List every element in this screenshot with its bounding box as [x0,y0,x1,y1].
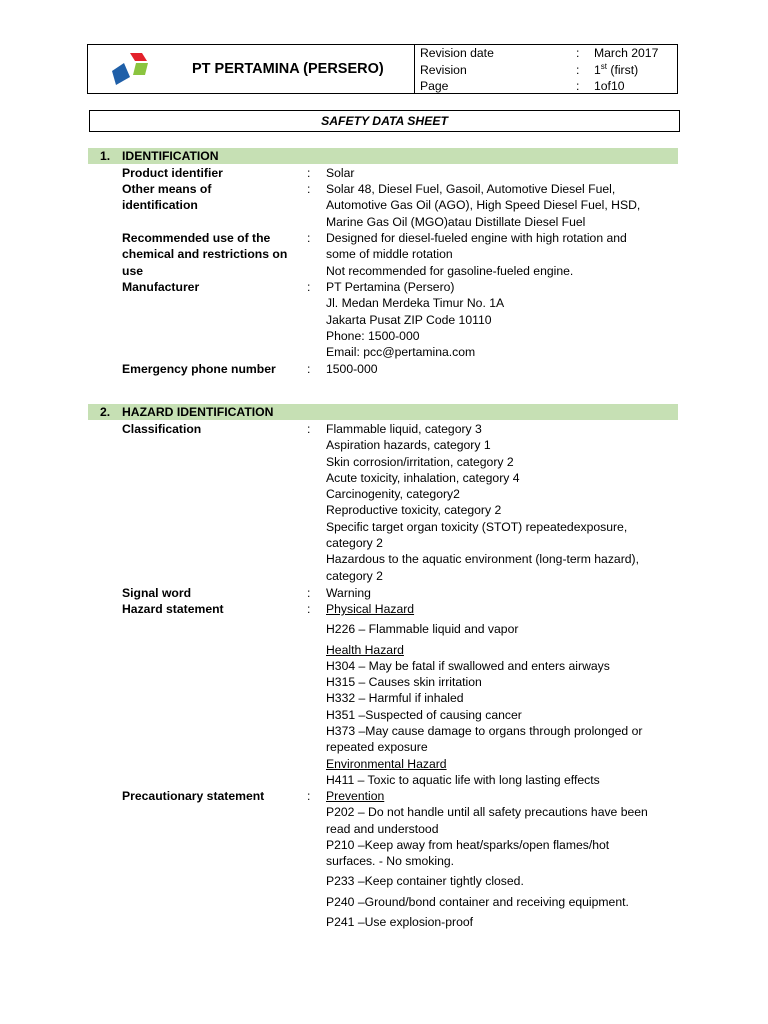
field-label: Hazard statement [122,602,224,616]
colon: : [307,280,311,294]
field-value: Designed for diesel-fueled engine with high rotation and [326,231,627,245]
field-value: Warning [326,586,371,600]
colon: : [307,166,311,180]
field-label: Precautionary statement [122,789,265,803]
hazard-item: H411 – Toxic to aquatic life with long lasting effects [326,772,600,787]
classification-item: Reproductive toxicity, category 2 [326,503,502,518]
hazard-item: H332 – Harmful if inhaled [326,691,464,706]
field-label: Manufacturer [122,280,200,294]
field-label: Recommended use of the [122,231,271,245]
prevention-heading: Prevention [326,789,385,803]
page-value: 1of10 [594,79,625,93]
field-label: Emergency phone number [122,362,276,376]
precaution-item: surfaces. - No smoking. [326,854,455,869]
section-number: 1. [100,149,111,163]
classification-item: category 2 [326,536,383,551]
company-name: PT PERTAMINA (PERSERO) [192,61,384,77]
colon: : [307,182,311,196]
colon: : [576,62,580,77]
colon: : [307,789,311,803]
classification-item: Flammable liquid, category 3 [326,422,482,436]
field-value: Phone: 1500-000 [326,328,420,343]
colon: : [307,362,311,376]
field-value: 1500-000 [326,362,378,376]
hazard-item: H373 –May cause damage to organs through prolonged or [326,724,643,739]
colon: : [307,231,311,245]
hazard-item: H226 – Flammable liquid and vapor [326,622,519,637]
classification-item: Skin corrosion/irritation, category 2 [326,454,514,469]
revision-date-value: March 2017 [594,46,659,60]
field-label: Signal word [122,586,192,600]
section-title: IDENTIFICATION [122,149,219,163]
field-label: Product identifier [122,166,223,180]
precaution-item: P210 –Keep away from heat/sparks/open flames/hot [326,837,610,852]
classification-item: Aspiration hazards, category 1 [326,438,491,453]
section-number: 2. [100,405,111,419]
field-value: Jl. Medan Merdeka Timur No. 1A [326,296,505,311]
colon: : [307,422,311,436]
document-title: SAFETY DATA SHEET [89,110,680,132]
field-value: Solar 48, Diesel Fuel, Gasoil, Automotive Diesel Fuel, [326,182,616,196]
environmental-hazard-heading: Environmental Hazard [326,756,447,771]
hazard-item: H315 – Causes skin irritation [326,675,482,690]
precaution-item: P240 –Ground/bond container and receiving equipment. [326,894,629,909]
pertamina-logo [100,49,160,89]
physical-hazard-heading: Physical Hazard [326,602,415,616]
field-label: use [122,263,144,278]
email-link[interactable]: Email: pcc@pertamina.com [326,345,476,360]
field-label: chemical and restrictions on [122,247,288,262]
header-divider [414,45,415,93]
field-label: identification [122,198,198,213]
hazard-item: H351 –Suspected of causing cancer [326,707,522,722]
classification-item: Acute toxicity, inhalation, category 4 [326,470,520,485]
classification-item: Specific target organ toxicity (STOT) repeatedexposure, [326,519,628,534]
colon: : [307,586,311,600]
section-header-identification [88,148,678,164]
precaution-item: P241 –Use explosion-proof [326,915,474,930]
page-label: Page [420,79,449,93]
field-value: Not recommended for gasoline-fueled engine. [326,263,574,278]
precaution-item: P233 –Keep container tightly closed. [326,874,524,889]
section-header-hazard-identification [88,404,678,420]
revision-value: 1st (first) [594,61,639,77]
health-hazard-heading: Health Hazard [326,642,404,657]
classification-item: category 2 [326,568,383,583]
document-header [87,44,678,94]
hazard-item: repeated exposure [326,740,428,755]
field-value: some of middle rotation [326,247,453,262]
field-value: Automotive Gas Oil (AGO), High Speed Diesel Fuel, HSD, [326,198,641,213]
field-value: Solar [326,166,355,180]
field-label: Other means of [122,182,212,196]
revision-date-label: Revision date [420,46,494,60]
colon: : [307,602,311,616]
section-title: HAZARD IDENTIFICATION [122,405,274,419]
classification-item: Carcinogenity, category2 [326,487,460,502]
field-value: Jakarta Pusat ZIP Code 10110 [326,312,492,327]
colon: : [576,46,580,60]
colon: : [576,79,580,93]
classification-item: Hazardous to the aquatic environment (long-term hazard), [326,552,639,567]
revision-label: Revision [420,62,467,77]
hazard-item: H304 – May be fatal if swallowed and enters airways [326,658,610,673]
precaution-item: read and understood [326,821,439,836]
field-value: Marine Gas Oil (MGO)atau Distillate Diesel Fuel [326,214,586,229]
field-label: Classification [122,422,202,436]
field-value: PT Pertamina (Persero) [326,280,455,294]
precaution-item: P202 – Do not handle until all safety precautions have been [326,805,648,820]
